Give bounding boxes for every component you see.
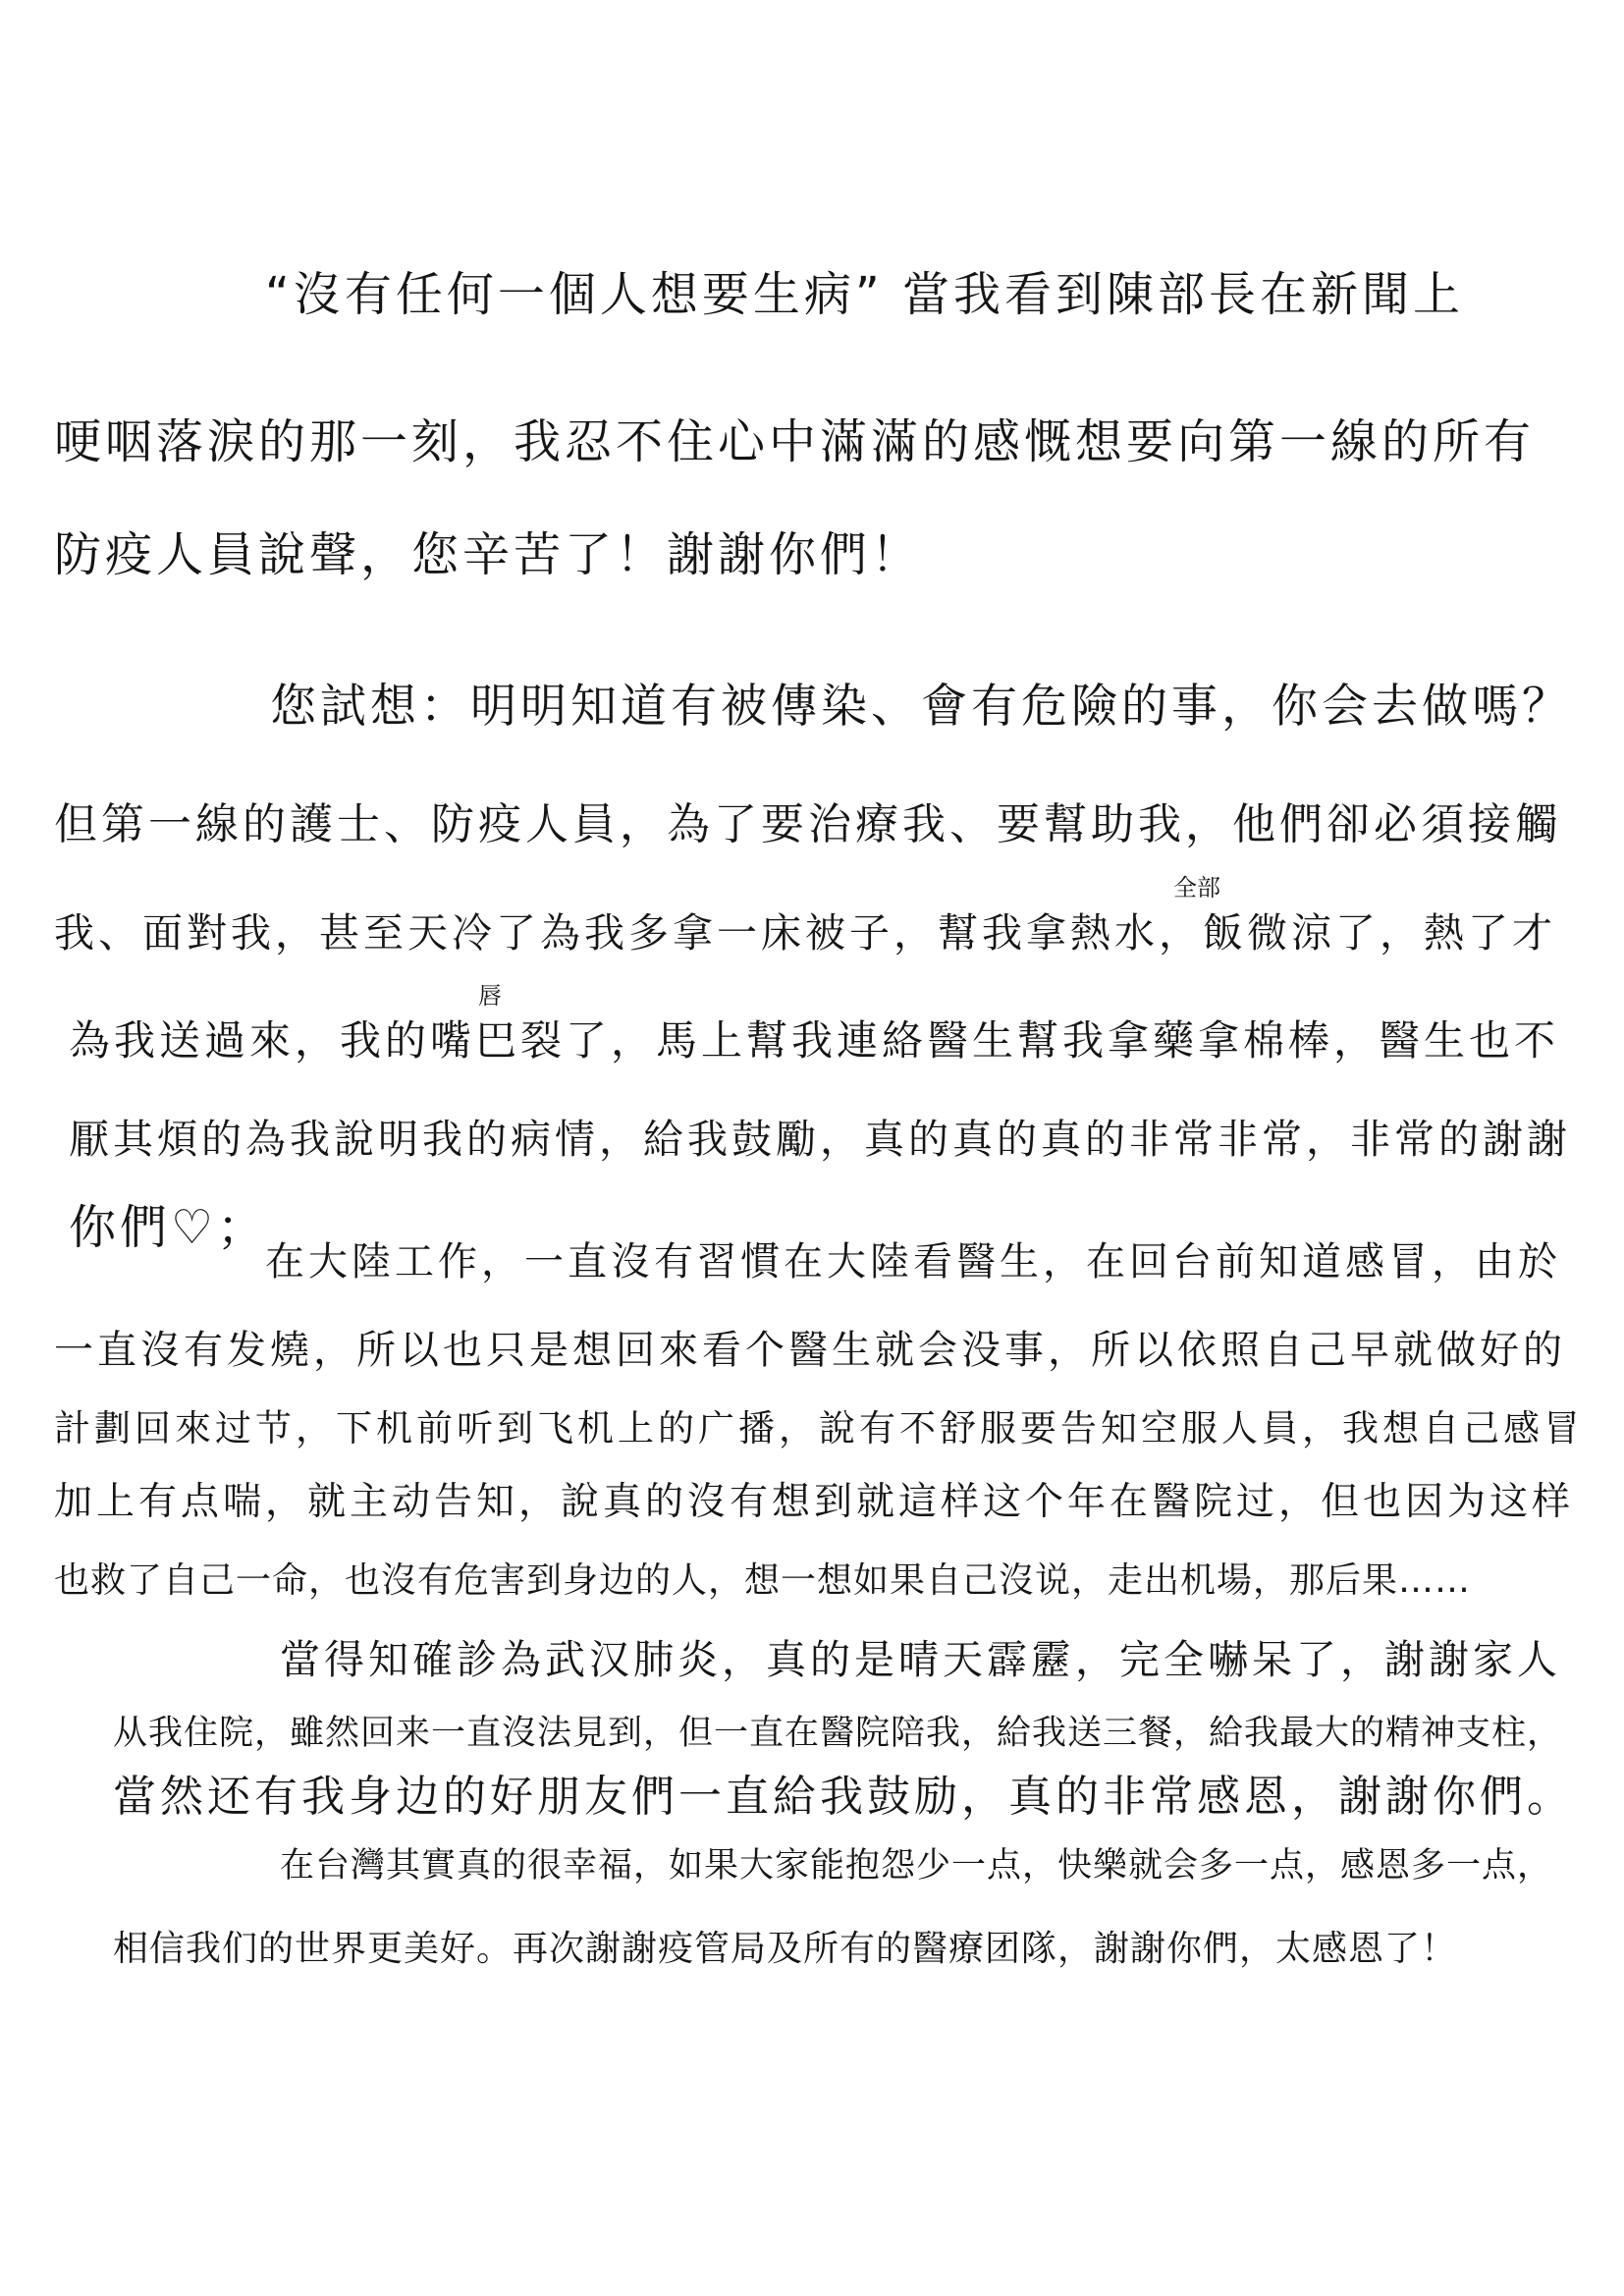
letter-line: 防疫人員說聲，您辛苦了！謝謝你們！	[54, 527, 923, 582]
letter-line: 但第一線的護士、防疫人員，為了要治療我、要幫助我，他們卻必須接觸	[54, 799, 1562, 849]
letter-line: 厭其煩的為我說明我的病情，給我鼓勵，真的真的真的非常非常，非常的謝謝	[69, 1116, 1571, 1163]
letter-line: 加上有点喘，就主动告知，說真的沒有想到就這样这个年在醫院过，但也因为这样	[54, 1480, 1575, 1524]
letter-line: 哽咽落淚的那一刻，我忍不住心中滿滿的感慨想要向第一線的所有	[54, 414, 1536, 469]
letter-line: 从我住院，雖然回来一直沒法見到，但一直在醫院陪我，給我送三餐，給我最大的精神支柱，	[113, 1714, 1563, 1753]
letter-line: 計劃回來过节，下机前听到飞机上的广播，說有不舒服要告知空服人員，我想自己感冒	[54, 1407, 1584, 1449]
handwritten-annotation: 全部	[1173, 874, 1220, 902]
letter-line: 當然还有我身边的好朋友們一直給我鼓励，真的非常感恩，謝謝你們。	[113, 1772, 1574, 1822]
letter-line heart: 你們♡；	[69, 1200, 269, 1255]
letter-line: 在台灣其實真的很幸福，如果大家能抱怨少一点，快樂就会多一点，感恩多一点，	[280, 1846, 1553, 1886]
letter-line: 您試想：明明知道有被傳染、會有危險的事，你会去做嗎？	[270, 680, 1572, 734]
handwritten-annotation: 唇	[478, 982, 502, 1010]
letter-line: 當得知確診為武汉肺炎，真的是晴天霹靂，完全嚇呆了，謝謝家人	[280, 1636, 1561, 1683]
letter-line: 一直沒有发燒，所以也只是想回來看个醫生就会没事，所以依照自己早就做好的	[54, 1328, 1566, 1373]
letter-line: 我、面對我，甚至天冷了為我多拿一床被子，幫我拿熱水，飯微涼了，熱了才	[54, 909, 1556, 957]
letter-line: “沒有任何一個人想要生病” 當我看到陳部長在新聞上	[265, 267, 1464, 322]
letter-line: 也救了自己一命，也沒有危害到身边的人，想一想如果自己沒说，走出机場，那后果……	[54, 1560, 1472, 1601]
letter-line: 在大陸工作，一直沒有習慣在大陸看醫生，在回台前知道感冒，由於	[265, 1239, 1561, 1285]
letter-line: 為我送過來，我的嘴巴裂了，馬上幫我連絡醫生幫我拿藥拿棉棒，醫生也不	[69, 1016, 1560, 1065]
letter-line: 相信我们的世界更美好。再次謝謝疫管局及所有的醫療团隊，謝謝你們，太感恩了！	[113, 1929, 1458, 1969]
